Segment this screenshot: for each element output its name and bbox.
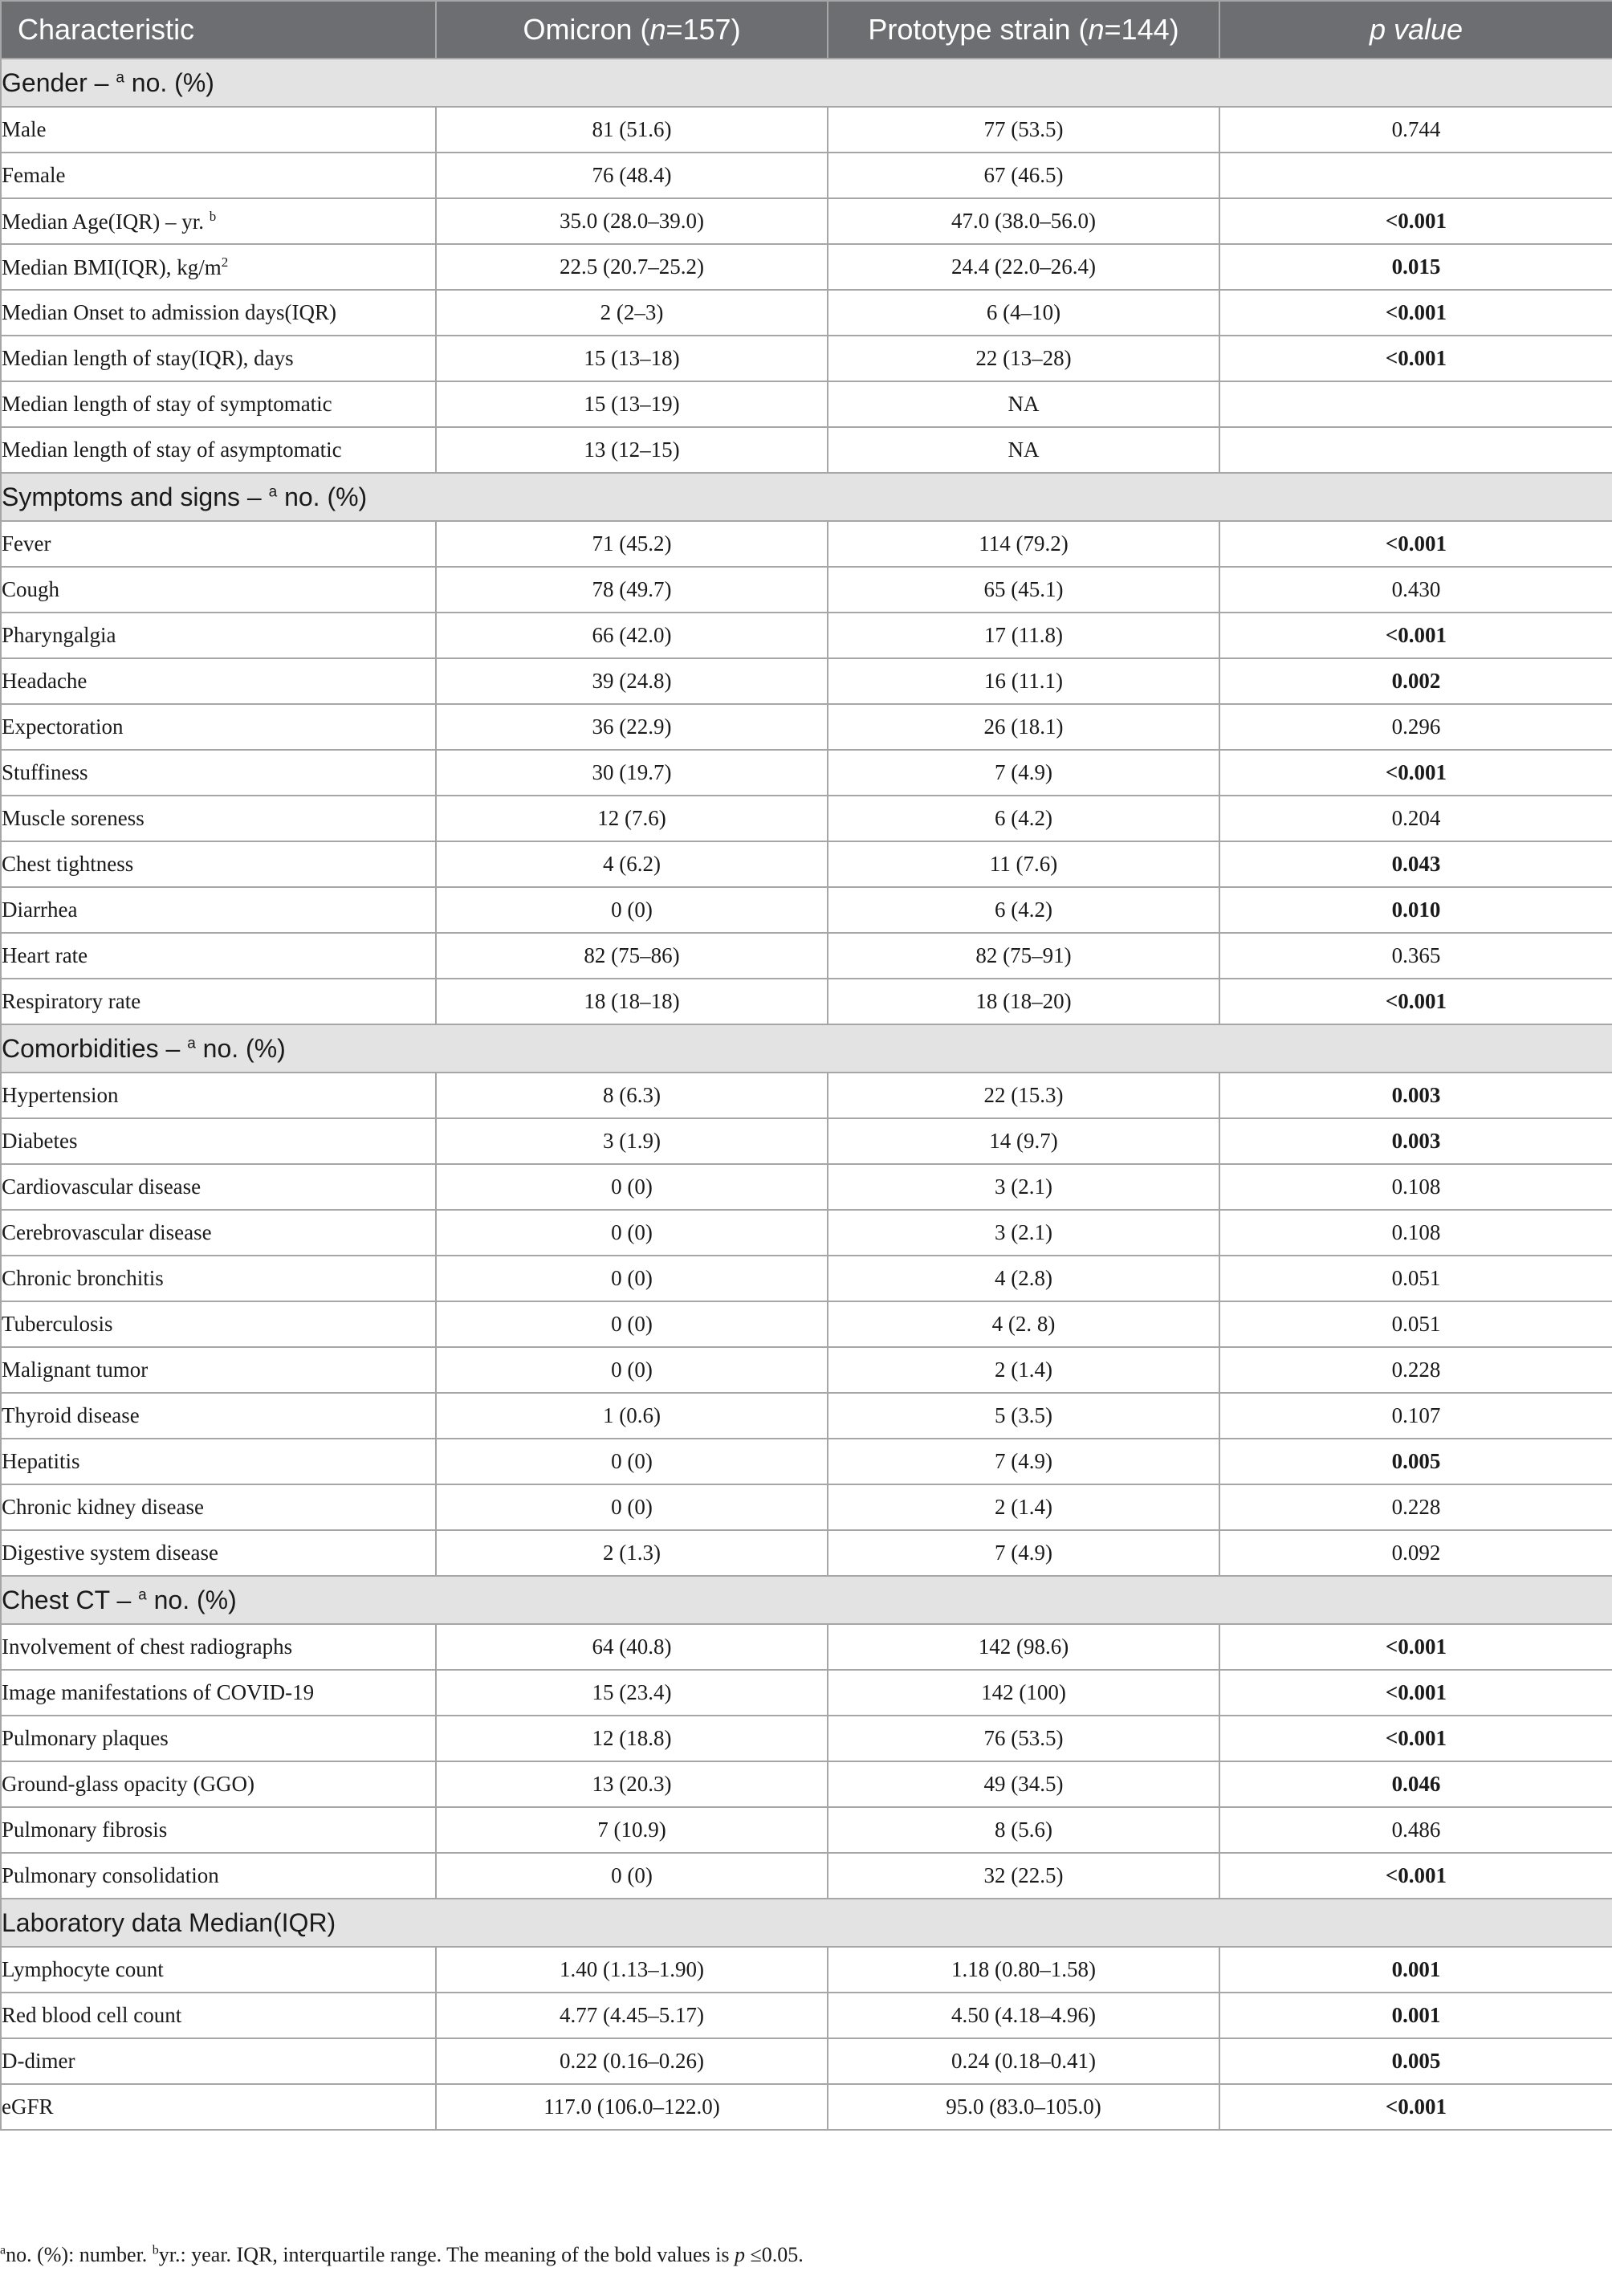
table-row	[1, 1118, 1612, 1164]
p-value: 0.365	[1219, 933, 1612, 979]
header-prototype-count: =144)	[1104, 13, 1179, 46]
p-value: <0.001	[1219, 198, 1612, 244]
omicron-value: 3 (1.9)	[436, 1118, 828, 1164]
prototype-value: 7 (4.9)	[828, 750, 1219, 796]
p-value: 0.107	[1219, 1393, 1612, 1439]
row-label-text: Expectoration	[2, 714, 124, 739]
row-label	[1, 1073, 436, 1118]
row-label-text: Fever	[2, 531, 51, 556]
table-row	[1, 107, 1612, 153]
header-p-value-label: p value	[1369, 13, 1463, 46]
p-value: 0.108	[1219, 1210, 1612, 1256]
prototype-value: 11 (7.6)	[828, 841, 1219, 887]
header-p-value	[1219, 1, 1612, 59]
omicron-value: 22.5 (20.7–25.2)	[436, 244, 828, 290]
p-value: 0.005	[1219, 1439, 1612, 1484]
header-omicron	[436, 1, 828, 59]
section-title	[1, 1576, 1612, 1624]
row-label	[1, 244, 436, 290]
omicron-value: 30 (19.7)	[436, 750, 828, 796]
header-omicron-label: Omicron (	[523, 13, 650, 46]
prototype-value: 47.0 (38.0–56.0)	[828, 198, 1219, 244]
row-label	[1, 841, 436, 887]
table-row	[1, 933, 1612, 979]
p-value: 0.296	[1219, 704, 1612, 750]
omicron-value: 76 (48.4)	[436, 153, 828, 198]
prototype-value: 67 (46.5)	[828, 153, 1219, 198]
p-value: 0.005	[1219, 2038, 1612, 2084]
omicron-value: 12 (18.8)	[436, 1716, 828, 1761]
row-label-text: Median length of stay of symptomatic	[2, 392, 332, 416]
row-label	[1, 979, 436, 1024]
p-value: 0.003	[1219, 1073, 1612, 1118]
table-row	[1, 1993, 1612, 2038]
section-title-text: Symptoms and signs –	[2, 482, 269, 511]
row-label-text: Median BMI(IQR), kg/m	[2, 254, 222, 279]
p-value: 0.228	[1219, 1347, 1612, 1393]
section-title-sup: a	[116, 68, 124, 86]
table-row	[1, 2038, 1612, 2084]
table-row	[1, 1670, 1612, 1716]
prototype-value: 18 (18–20)	[828, 979, 1219, 1024]
prototype-value: 2 (1.4)	[828, 1484, 1219, 1530]
p-value: <0.001	[1219, 613, 1612, 658]
p-value: 0.051	[1219, 1256, 1612, 1301]
p-value: <0.001	[1219, 1716, 1612, 1761]
row-label	[1, 1301, 436, 1347]
prototype-value: 142 (98.6)	[828, 1624, 1219, 1670]
row-label	[1, 1256, 436, 1301]
table-row	[1, 1301, 1612, 1347]
p-value: <0.001	[1219, 336, 1612, 381]
prototype-value: 17 (11.8)	[828, 613, 1219, 658]
row-label	[1, 290, 436, 336]
row-label-text: Chronic bronchitis	[2, 1266, 164, 1290]
footnote-part1: no. (%): number.	[6, 2243, 153, 2266]
row-label	[1, 796, 436, 841]
table-row	[1, 336, 1612, 381]
p-value	[1219, 427, 1612, 473]
prototype-value: 22 (15.3)	[828, 1073, 1219, 1118]
section-title-suffix: no. (%)	[146, 1585, 237, 1614]
row-label-text: Cerebrovascular disease	[2, 1220, 212, 1244]
section-header-row	[1, 473, 1612, 521]
p-value: 0.046	[1219, 1761, 1612, 1807]
table-row	[1, 1716, 1612, 1761]
row-label-text: Pharyngalgia	[2, 623, 116, 647]
section-title-suffix: no. (%)	[277, 482, 368, 511]
row-label	[1, 107, 436, 153]
section-header-row	[1, 1899, 1612, 1947]
omicron-value: 8 (6.3)	[436, 1073, 828, 1118]
prototype-value: 6 (4.2)	[828, 796, 1219, 841]
table-row	[1, 1073, 1612, 1118]
table-header	[1, 1, 1612, 59]
row-label	[1, 381, 436, 427]
omicron-value: 0 (0)	[436, 1164, 828, 1210]
omicron-value: 0 (0)	[436, 1256, 828, 1301]
row-label-text: Involvement of chest radiographs	[2, 1634, 293, 1659]
p-value: <0.001	[1219, 1670, 1612, 1716]
prototype-value: 65 (45.1)	[828, 567, 1219, 613]
row-label	[1, 1670, 436, 1716]
prototype-value: 26 (18.1)	[828, 704, 1219, 750]
table-row	[1, 244, 1612, 290]
header-omicron-n: n	[649, 13, 666, 46]
row-label-text: Cough	[2, 577, 60, 601]
section-title	[1, 473, 1612, 521]
row-label	[1, 704, 436, 750]
prototype-value: 4.50 (4.18–4.96)	[828, 1993, 1219, 2038]
row-label	[1, 1439, 436, 1484]
prototype-value: 4 (2.8)	[828, 1256, 1219, 1301]
table-row	[1, 1347, 1612, 1393]
section-header-row	[1, 59, 1612, 107]
footnote-part3: ≤0.05.	[745, 2243, 804, 2266]
section-header-row	[1, 1576, 1612, 1624]
omicron-value: 0 (0)	[436, 887, 828, 933]
row-label	[1, 658, 436, 704]
omicron-value: 13 (20.3)	[436, 1761, 828, 1807]
p-value: <0.001	[1219, 750, 1612, 796]
omicron-value: 36 (22.9)	[436, 704, 828, 750]
table-row	[1, 1210, 1612, 1256]
omicron-value: 66 (42.0)	[436, 613, 828, 658]
table-row	[1, 1256, 1612, 1301]
omicron-value: 71 (45.2)	[436, 521, 828, 567]
row-label-text: Stuffiness	[2, 760, 88, 784]
prototype-value: 76 (53.5)	[828, 1716, 1219, 1761]
row-label	[1, 887, 436, 933]
row-label	[1, 153, 436, 198]
row-label-text: Red blood cell count	[2, 2003, 182, 2027]
row-label-text: Headache	[2, 669, 88, 693]
omicron-value: 0 (0)	[436, 1301, 828, 1347]
row-label	[1, 1807, 436, 1853]
header-omicron-count: =157)	[666, 13, 741, 46]
prototype-value: 8 (5.6)	[828, 1807, 1219, 1853]
footnote-sup-b: b	[152, 2243, 159, 2257]
section-title-text: Gender –	[2, 67, 116, 97]
p-value: <0.001	[1219, 521, 1612, 567]
row-label	[1, 1484, 436, 1530]
row-label	[1, 427, 436, 473]
row-label-text: Hepatitis	[2, 1449, 80, 1473]
row-label-text: D-dimer	[2, 2049, 75, 2073]
omicron-value: 15 (23.4)	[436, 1670, 828, 1716]
section-title	[1, 1024, 1612, 1073]
prototype-value: 3 (2.1)	[828, 1164, 1219, 1210]
prototype-value: 82 (75–91)	[828, 933, 1219, 979]
section-title-sup: a	[268, 482, 278, 500]
header-row	[1, 1, 1612, 59]
p-value	[1219, 153, 1612, 198]
omicron-value: 1 (0.6)	[436, 1393, 828, 1439]
p-value: 0.486	[1219, 1807, 1612, 1853]
row-label	[1, 933, 436, 979]
prototype-value: 114 (79.2)	[828, 521, 1219, 567]
omicron-value: 78 (49.7)	[436, 567, 828, 613]
section-title-sup: a	[187, 1034, 196, 1052]
row-label-text: eGFR	[2, 2094, 54, 2119]
header-prototype-label: Prototype strain (	[868, 13, 1089, 46]
table-row	[1, 198, 1612, 244]
table-footnote	[0, 2243, 1612, 2267]
table-row	[1, 290, 1612, 336]
row-label-text: Malignant tumor	[2, 1358, 149, 1382]
p-value: <0.001	[1219, 979, 1612, 1024]
prototype-value: 3 (2.1)	[828, 1210, 1219, 1256]
omicron-value: 4 (6.2)	[436, 841, 828, 887]
row-label	[1, 336, 436, 381]
omicron-value: 15 (13–18)	[436, 336, 828, 381]
row-label	[1, 1761, 436, 1807]
table-row	[1, 750, 1612, 796]
table-row	[1, 427, 1612, 473]
row-label-text: Median length of stay of asymptomatic	[2, 438, 342, 462]
row-label-text: Diabetes	[2, 1129, 78, 1153]
table-row	[1, 887, 1612, 933]
prototype-value: 32 (22.5)	[828, 1853, 1219, 1899]
row-label	[1, 1164, 436, 1210]
section-title-text: Chest CT –	[2, 1585, 139, 1614]
prototype-value: 7 (4.9)	[828, 1530, 1219, 1576]
row-label	[1, 1347, 436, 1393]
row-label-text: Ground-glass opacity (GGO)	[2, 1772, 254, 1796]
prototype-value: 7 (4.9)	[828, 1439, 1219, 1484]
p-value: 0.015	[1219, 244, 1612, 290]
row-label-text: Diarrhea	[2, 898, 78, 922]
row-label-text: Tuberculosis	[2, 1312, 113, 1336]
omicron-value: 0 (0)	[436, 1853, 828, 1899]
row-label	[1, 1947, 436, 1993]
row-label-text: Hypertension	[2, 1083, 119, 1107]
omicron-value: 13 (12–15)	[436, 427, 828, 473]
prototype-value: 1.18 (0.80–1.58)	[828, 1947, 1219, 1993]
prototype-value: NA	[828, 381, 1219, 427]
table-row	[1, 2084, 1612, 2130]
omicron-value: 2 (2–3)	[436, 290, 828, 336]
p-value: 0.043	[1219, 841, 1612, 887]
table-row	[1, 1761, 1612, 1807]
omicron-value: 117.0 (106.0–122.0)	[436, 2084, 828, 2130]
section-title-suffix: no. (%)	[124, 67, 214, 97]
row-label-text: Chronic kidney disease	[2, 1495, 204, 1519]
prototype-value: 49 (34.5)	[828, 1761, 1219, 1807]
table-row	[1, 1530, 1612, 1576]
omicron-value: 2 (1.3)	[436, 1530, 828, 1576]
prototype-value: 16 (11.1)	[828, 658, 1219, 704]
p-value: 0.010	[1219, 887, 1612, 933]
prototype-value: NA	[828, 427, 1219, 473]
table-row	[1, 704, 1612, 750]
table-row	[1, 1393, 1612, 1439]
table-row	[1, 153, 1612, 198]
prototype-value: 95.0 (83.0–105.0)	[828, 2084, 1219, 2130]
row-label-text: Female	[2, 163, 66, 187]
table-row	[1, 567, 1612, 613]
prototype-value: 142 (100)	[828, 1670, 1219, 1716]
p-value: 0.430	[1219, 567, 1612, 613]
row-label-text: Chest tightness	[2, 852, 134, 876]
row-label-text: Image manifestations of COVID-19	[2, 1680, 315, 1704]
header-prototype	[828, 1, 1219, 59]
omicron-value: 0 (0)	[436, 1484, 828, 1530]
omicron-value: 12 (7.6)	[436, 796, 828, 841]
row-label-sup: 2	[221, 254, 229, 270]
omicron-value: 1.40 (1.13–1.90)	[436, 1947, 828, 1993]
omicron-value: 81 (51.6)	[436, 107, 828, 153]
table-row	[1, 521, 1612, 567]
table-row	[1, 1164, 1612, 1210]
p-value: <0.001	[1219, 290, 1612, 336]
table-row	[1, 613, 1612, 658]
table-row	[1, 1439, 1612, 1484]
row-label	[1, 1393, 436, 1439]
row-label-text: Median length of stay(IQR), days	[2, 346, 294, 370]
p-value: <0.001	[1219, 1853, 1612, 1899]
p-value: 0.228	[1219, 1484, 1612, 1530]
row-label-text: Pulmonary fibrosis	[2, 1818, 168, 1842]
prototype-value: 0.24 (0.18–0.41)	[828, 2038, 1219, 2084]
row-label	[1, 1118, 436, 1164]
omicron-value: 7 (10.9)	[436, 1807, 828, 1853]
row-label	[1, 2084, 436, 2130]
row-label-text: Pulmonary consolidation	[2, 1863, 219, 1887]
table-row	[1, 658, 1612, 704]
p-value: <0.001	[1219, 1624, 1612, 1670]
table-body	[1, 59, 1612, 2130]
table-row	[1, 1853, 1612, 1899]
row-label-text: Digestive system disease	[2, 1541, 218, 1565]
row-label-text: Lymphocyte count	[2, 1957, 164, 1981]
row-label	[1, 1624, 436, 1670]
row-label-text: Male	[2, 117, 47, 141]
table-row	[1, 841, 1612, 887]
row-label	[1, 1530, 436, 1576]
prototype-value: 2 (1.4)	[828, 1347, 1219, 1393]
omicron-value: 82 (75–86)	[436, 933, 828, 979]
prototype-value: 24.4 (22.0–26.4)	[828, 244, 1219, 290]
row-label-text: Muscle soreness	[2, 806, 145, 830]
section-title	[1, 1899, 1612, 1947]
omicron-value: 39 (24.8)	[436, 658, 828, 704]
table-row	[1, 979, 1612, 1024]
table-row	[1, 1807, 1612, 1853]
section-title-suffix: no. (%)	[195, 1033, 286, 1063]
prototype-value: 6 (4–10)	[828, 290, 1219, 336]
table-row	[1, 1624, 1612, 1670]
table-row	[1, 1947, 1612, 1993]
footnote-part2: yr.: year. IQR, interquartile range. The meaning of the bold values is	[158, 2243, 735, 2266]
prototype-value: 14 (9.7)	[828, 1118, 1219, 1164]
omicron-value: 15 (13–19)	[436, 381, 828, 427]
p-value: <0.001	[1219, 2084, 1612, 2130]
table-row	[1, 381, 1612, 427]
footnote-p: p	[735, 2243, 746, 2266]
row-label	[1, 567, 436, 613]
row-label-sup: b	[209, 208, 217, 224]
prototype-value: 4 (2. 8)	[828, 1301, 1219, 1347]
row-label-text: Pulmonary plaques	[2, 1726, 169, 1750]
p-value: 0.001	[1219, 1993, 1612, 2038]
p-value: 0.092	[1219, 1530, 1612, 1576]
row-label	[1, 521, 436, 567]
row-label-text: Thyroid disease	[2, 1403, 140, 1427]
omicron-value: 0 (0)	[436, 1439, 828, 1484]
row-label	[1, 613, 436, 658]
omicron-value: 18 (18–18)	[436, 979, 828, 1024]
prototype-value: 6 (4.2)	[828, 887, 1219, 933]
p-value	[1219, 381, 1612, 427]
omicron-value: 0 (0)	[436, 1210, 828, 1256]
omicron-value: 35.0 (28.0–39.0)	[436, 198, 828, 244]
row-label-text: Median Age(IQR) – yr.	[2, 209, 210, 234]
row-label-text: Respiratory rate	[2, 989, 141, 1013]
p-value: 0.744	[1219, 107, 1612, 153]
row-label	[1, 1853, 436, 1899]
omicron-value: 64 (40.8)	[436, 1624, 828, 1670]
row-label-text: Heart rate	[2, 943, 88, 967]
p-value: 0.002	[1219, 658, 1612, 704]
prototype-value: 5 (3.5)	[828, 1393, 1219, 1439]
header-characteristic: Characteristic	[1, 1, 436, 59]
row-label	[1, 2038, 436, 2084]
footnote-sup-a: a	[0, 2243, 6, 2257]
prototype-value: 22 (13–28)	[828, 336, 1219, 381]
table-row	[1, 796, 1612, 841]
header-prototype-n: n	[1088, 13, 1105, 46]
table-row	[1, 1484, 1612, 1530]
p-value: 0.003	[1219, 1118, 1612, 1164]
p-value: 0.001	[1219, 1947, 1612, 1993]
p-value: 0.108	[1219, 1164, 1612, 1210]
p-value: 0.051	[1219, 1301, 1612, 1347]
section-header-row	[1, 1024, 1612, 1073]
row-label-text: Cardiovascular disease	[2, 1174, 202, 1199]
row-label	[1, 750, 436, 796]
omicron-value: 0.22 (0.16–0.26)	[436, 2038, 828, 2084]
row-label	[1, 1993, 436, 2038]
p-value: 0.204	[1219, 796, 1612, 841]
omicron-value: 4.77 (4.45–5.17)	[436, 1993, 828, 2038]
row-label	[1, 1210, 436, 1256]
section-title-text: Comorbidities –	[2, 1033, 188, 1063]
row-label-text: Median Onset to admission days(IQR)	[2, 300, 336, 324]
row-label	[1, 198, 436, 244]
section-title	[1, 59, 1612, 107]
section-title-text: Laboratory data Median(IQR)	[2, 1907, 336, 1937]
omicron-value: 0 (0)	[436, 1347, 828, 1393]
section-title-sup: a	[138, 1586, 147, 1603]
prototype-value: 77 (53.5)	[828, 107, 1219, 153]
row-label	[1, 1716, 436, 1761]
